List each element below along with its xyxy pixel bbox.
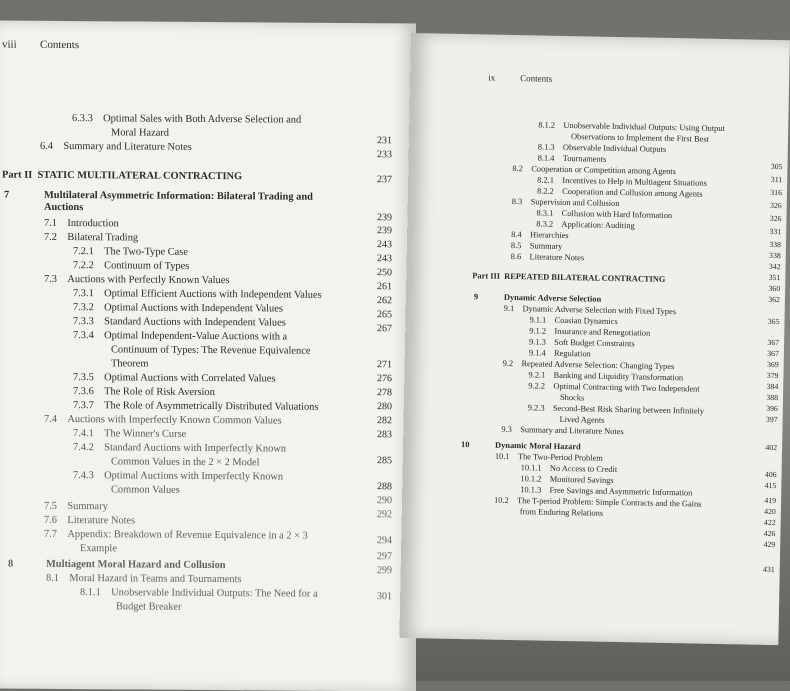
toc-entry: Observations to Implement the First Best bbox=[570, 132, 710, 144]
toc-entry: Auctions bbox=[44, 201, 84, 214]
toc-entry: 8.1.3 Observable Individual Outputs bbox=[537, 142, 667, 154]
toc-entry: 9 bbox=[473, 292, 479, 302]
toc-page-number: 280 bbox=[377, 401, 392, 413]
right-running-head: Contents bbox=[520, 73, 553, 84]
toc-entry: Lived Agents bbox=[559, 414, 605, 425]
toc-entry: 7.2.1 The Two-Type Case bbox=[73, 246, 188, 258]
toc-entry: 7.5 Summary bbox=[44, 500, 108, 513]
toc-entry: 10.1.2 Monitored Savings bbox=[520, 474, 614, 485]
toc-page-number: 292 bbox=[377, 509, 392, 521]
toc-page-number: 362 bbox=[768, 294, 781, 305]
toc-page-number: 311 bbox=[770, 174, 783, 185]
toc-entry: 8.6 Literature Notes bbox=[510, 251, 585, 263]
right-page bbox=[399, 33, 790, 645]
toc-entry: from Enduring Relations bbox=[519, 507, 604, 518]
toc-entry: 8.4 Hierarchies bbox=[511, 229, 569, 241]
toc-entry: 7.3.2 Optimal Auctions with Independent Values bbox=[73, 302, 283, 315]
toc-page-number: 431 bbox=[762, 564, 775, 575]
toc-page-number: 397 bbox=[765, 414, 778, 425]
toc-entry: 7.1 Introduction bbox=[44, 217, 119, 230]
right-folio: ix bbox=[488, 72, 496, 83]
toc-page-number: 396 bbox=[766, 403, 778, 414]
toc-entry: 7.3.3 Standard Auctions with Independent Values bbox=[73, 316, 286, 329]
toc-page-number: 231 bbox=[377, 135, 392, 147]
toc-entry: 10 bbox=[461, 440, 470, 450]
toc-page-number: 290 bbox=[377, 495, 392, 507]
toc-entry: 6.3.3 Optimal Sales with Both Adverse Selection and bbox=[72, 113, 302, 126]
toc-page-number: 262 bbox=[377, 295, 392, 307]
toc-page-number: 420 bbox=[764, 506, 776, 517]
toc-page-number: 342 bbox=[768, 261, 781, 272]
toc-page-number: 369 bbox=[766, 359, 779, 370]
toc-entry: 8.2.2 Cooperation and Collusion among Agents bbox=[536, 186, 703, 199]
toc-entry: 7.6 Literature Notes bbox=[44, 514, 136, 527]
toc-entry: 9.2.3 Second-Best Risk Sharing between Infinitely bbox=[527, 403, 705, 416]
toc-entry: Multiagent Moral Hazard and Collusion bbox=[46, 558, 226, 572]
toc-entry: 9.1 Dynamic Adverse Selection with Fixed Types bbox=[503, 303, 677, 317]
toc-page-number: 384 bbox=[766, 381, 779, 392]
toc-entry: 7 bbox=[4, 189, 10, 201]
toc-page-number: 239 bbox=[377, 212, 392, 224]
toc-page-number: 419 bbox=[764, 495, 777, 506]
toc-entry: 9.1.4 Regulation bbox=[528, 348, 591, 359]
toc-page-number: 367 bbox=[767, 348, 779, 359]
toc-page-number: 250 bbox=[377, 267, 392, 279]
toc-page-number: 282 bbox=[377, 415, 392, 427]
toc-entry: 10.1.3 Free Savings and Asymmetric Information bbox=[520, 485, 693, 498]
toc-entry: 8.3 Supervision and Collusion bbox=[511, 196, 620, 209]
toc-page-number: 429 bbox=[763, 539, 776, 550]
toc-entry: 9.1.1 Coasian Dynamics bbox=[529, 315, 618, 327]
toc-entry: 7.4.2 Standard Auctions with Imperfectly Known bbox=[73, 442, 286, 455]
toc-entry: 10.2 The T-period Problem: Simple Contracts and the Gains bbox=[493, 495, 702, 509]
toc-entry: 7.4.1 The Winner's Curse bbox=[73, 428, 187, 440]
toc-page-number: 326 bbox=[769, 200, 782, 211]
toc-entry: 8.1 Moral Hazard in Teams and Tournaments bbox=[46, 572, 242, 586]
toc-page-number: 285 bbox=[377, 455, 392, 467]
toc-page-number: 297 bbox=[377, 551, 392, 563]
toc-page-number: 271 bbox=[377, 359, 392, 371]
toc-entry: 8.2 Cooperation or Competition among Agents bbox=[512, 163, 677, 177]
toc-entry: Shocks bbox=[559, 392, 585, 403]
toc-entry: Common Values in the 2 × 2 Model bbox=[111, 456, 260, 469]
toc-page-number: 360 bbox=[768, 283, 781, 294]
left-running-head: Contents bbox=[40, 38, 80, 52]
toc-entry: 8 bbox=[8, 558, 14, 570]
toc-entry: 7.3.6 The Role of Risk Aversion bbox=[73, 386, 215, 399]
toc-page-number: 379 bbox=[766, 370, 779, 381]
toc-entry: 8.1.1 Unobservable Individual Outputs: The Need for a bbox=[80, 587, 318, 600]
toc-entry: Part III REPEATED BILATERAL CONTRACTING bbox=[472, 271, 666, 284]
toc-entry: 7.7 Appendix: Breakdown of Revenue Equivalence in a 2 × 3 bbox=[44, 528, 308, 542]
toc-page-number: 301 bbox=[377, 591, 392, 603]
toc-entry: 8.1.4 Tournaments bbox=[537, 153, 607, 164]
toc-entry: 6.4 Summary and Literature Notes bbox=[40, 140, 192, 153]
toc-entry: 9.2.2 Optimal Contracting with Two Independent bbox=[528, 381, 700, 394]
toc-page-number: 233 bbox=[377, 149, 392, 161]
toc-entry: 7.4.3 Optimal Auctions with Imperfectly Known bbox=[73, 470, 284, 483]
toc-page-number: 243 bbox=[377, 253, 392, 265]
toc-page-number: 351 bbox=[768, 272, 781, 283]
toc-page-number: 426 bbox=[763, 528, 776, 539]
toc-entry: Moral Hazard bbox=[111, 127, 169, 139]
toc-entry: Dynamic Adverse Selection bbox=[503, 292, 602, 304]
toc-page-number: 406 bbox=[764, 469, 777, 480]
toc-entry: 9.2.1 Banking and Liquidity Transformation bbox=[528, 370, 684, 383]
toc-entry: Part II STATIC MULTILATERAL CONTRACTING bbox=[2, 169, 243, 183]
toc-page-number: 237 bbox=[377, 174, 392, 186]
toc-entry: 7.2 Bilateral Trading bbox=[44, 231, 139, 244]
toc-entry: 10.1.1 No Access to Credit bbox=[520, 463, 618, 475]
toc-entry: 8.3.2 Application: Auditing bbox=[536, 219, 635, 231]
toc-entry: Dynamic Moral Hazard bbox=[495, 440, 581, 452]
toc-entry: 9.2 Repeated Adverse Selection: Changing Types bbox=[502, 358, 675, 372]
toc-page-number: 276 bbox=[377, 373, 392, 385]
toc-page-number: 388 bbox=[766, 392, 779, 403]
toc-entry: 10.1 The Two-Period Problem bbox=[494, 451, 603, 463]
toc-page-number: 422 bbox=[763, 517, 776, 528]
toc-page-number: 267 bbox=[377, 323, 392, 335]
left-folio: viii bbox=[2, 38, 17, 51]
toc-entry: Example bbox=[80, 543, 117, 555]
toc-page-number: 288 bbox=[377, 481, 392, 493]
toc-entry: 7.3.1 Optimal Efficient Auctions with Independent Values bbox=[73, 288, 322, 301]
toc-page-number: 261 bbox=[377, 281, 392, 293]
toc-entry: 7.3.7 The Role of Asymmetrically Distributed Valuations bbox=[73, 400, 319, 413]
toc-entry: 7.3 Auctions with Perfectly Known Values bbox=[44, 273, 230, 287]
toc-page-number: 283 bbox=[377, 429, 392, 441]
toc-page-number: 338 bbox=[769, 239, 782, 250]
toc-page-number: 365 bbox=[767, 316, 780, 327]
toc-page-number: 299 bbox=[377, 565, 392, 577]
toc-page-number: 294 bbox=[377, 535, 392, 547]
toc-entry: 7.4 Auctions with Imperfectly Known Common Values bbox=[44, 413, 282, 427]
toc-page-number: 265 bbox=[377, 309, 392, 321]
toc-page-number: 331 bbox=[769, 226, 782, 237]
toc-entry: 8.1.2 Unobservable Individual Outputs: Using Output bbox=[538, 120, 725, 134]
toc-page-number: 326 bbox=[769, 213, 782, 224]
toc-entry: Continuum of Types: The Revenue Equivalence bbox=[111, 344, 311, 357]
toc-entry: 7.3.4 Optimal Independent-Value Auctions with a bbox=[73, 330, 288, 343]
toc-entry: 9.1.3 Soft Budget Constraints bbox=[529, 337, 635, 349]
toc-page-number: 278 bbox=[377, 387, 392, 399]
toc-entry: 7.2.2 Continuum of Types bbox=[73, 260, 190, 272]
toc-page-number: 338 bbox=[769, 250, 781, 261]
toc-page-number: 243 bbox=[377, 239, 392, 251]
toc-entry: 7.3.5 Optimal Auctions with Correlated Values bbox=[73, 372, 276, 385]
toc-page-number: 305 bbox=[770, 161, 783, 172]
toc-entry: 8.5 Summary bbox=[510, 240, 563, 251]
toc-page-number: 239 bbox=[377, 225, 392, 237]
toc-entry: Budget Breaker bbox=[116, 601, 182, 613]
toc-page-number: 367 bbox=[767, 337, 780, 348]
toc-page-number: 415 bbox=[764, 480, 777, 491]
toc-page-number: 402 bbox=[765, 442, 778, 453]
toc-entry: 9.1.2 Insurance and Renegotiation bbox=[529, 326, 651, 338]
toc-entry: Theorem bbox=[111, 358, 149, 370]
left-page bbox=[0, 21, 416, 691]
toc-page-number: 316 bbox=[770, 187, 783, 198]
toc-entry: 8.3.1 Collusion with Hard Information bbox=[536, 208, 673, 221]
toc-entry: 8.2.1 Incentives to Help in Multiagent Situations bbox=[537, 175, 707, 188]
toc-entry: Multilateral Asymmetric Information: Bilateral Trading and bbox=[44, 189, 313, 203]
toc-entry: Common Values bbox=[111, 484, 180, 496]
toc-entry: 9.3 Summary and Literature Notes bbox=[501, 424, 624, 437]
